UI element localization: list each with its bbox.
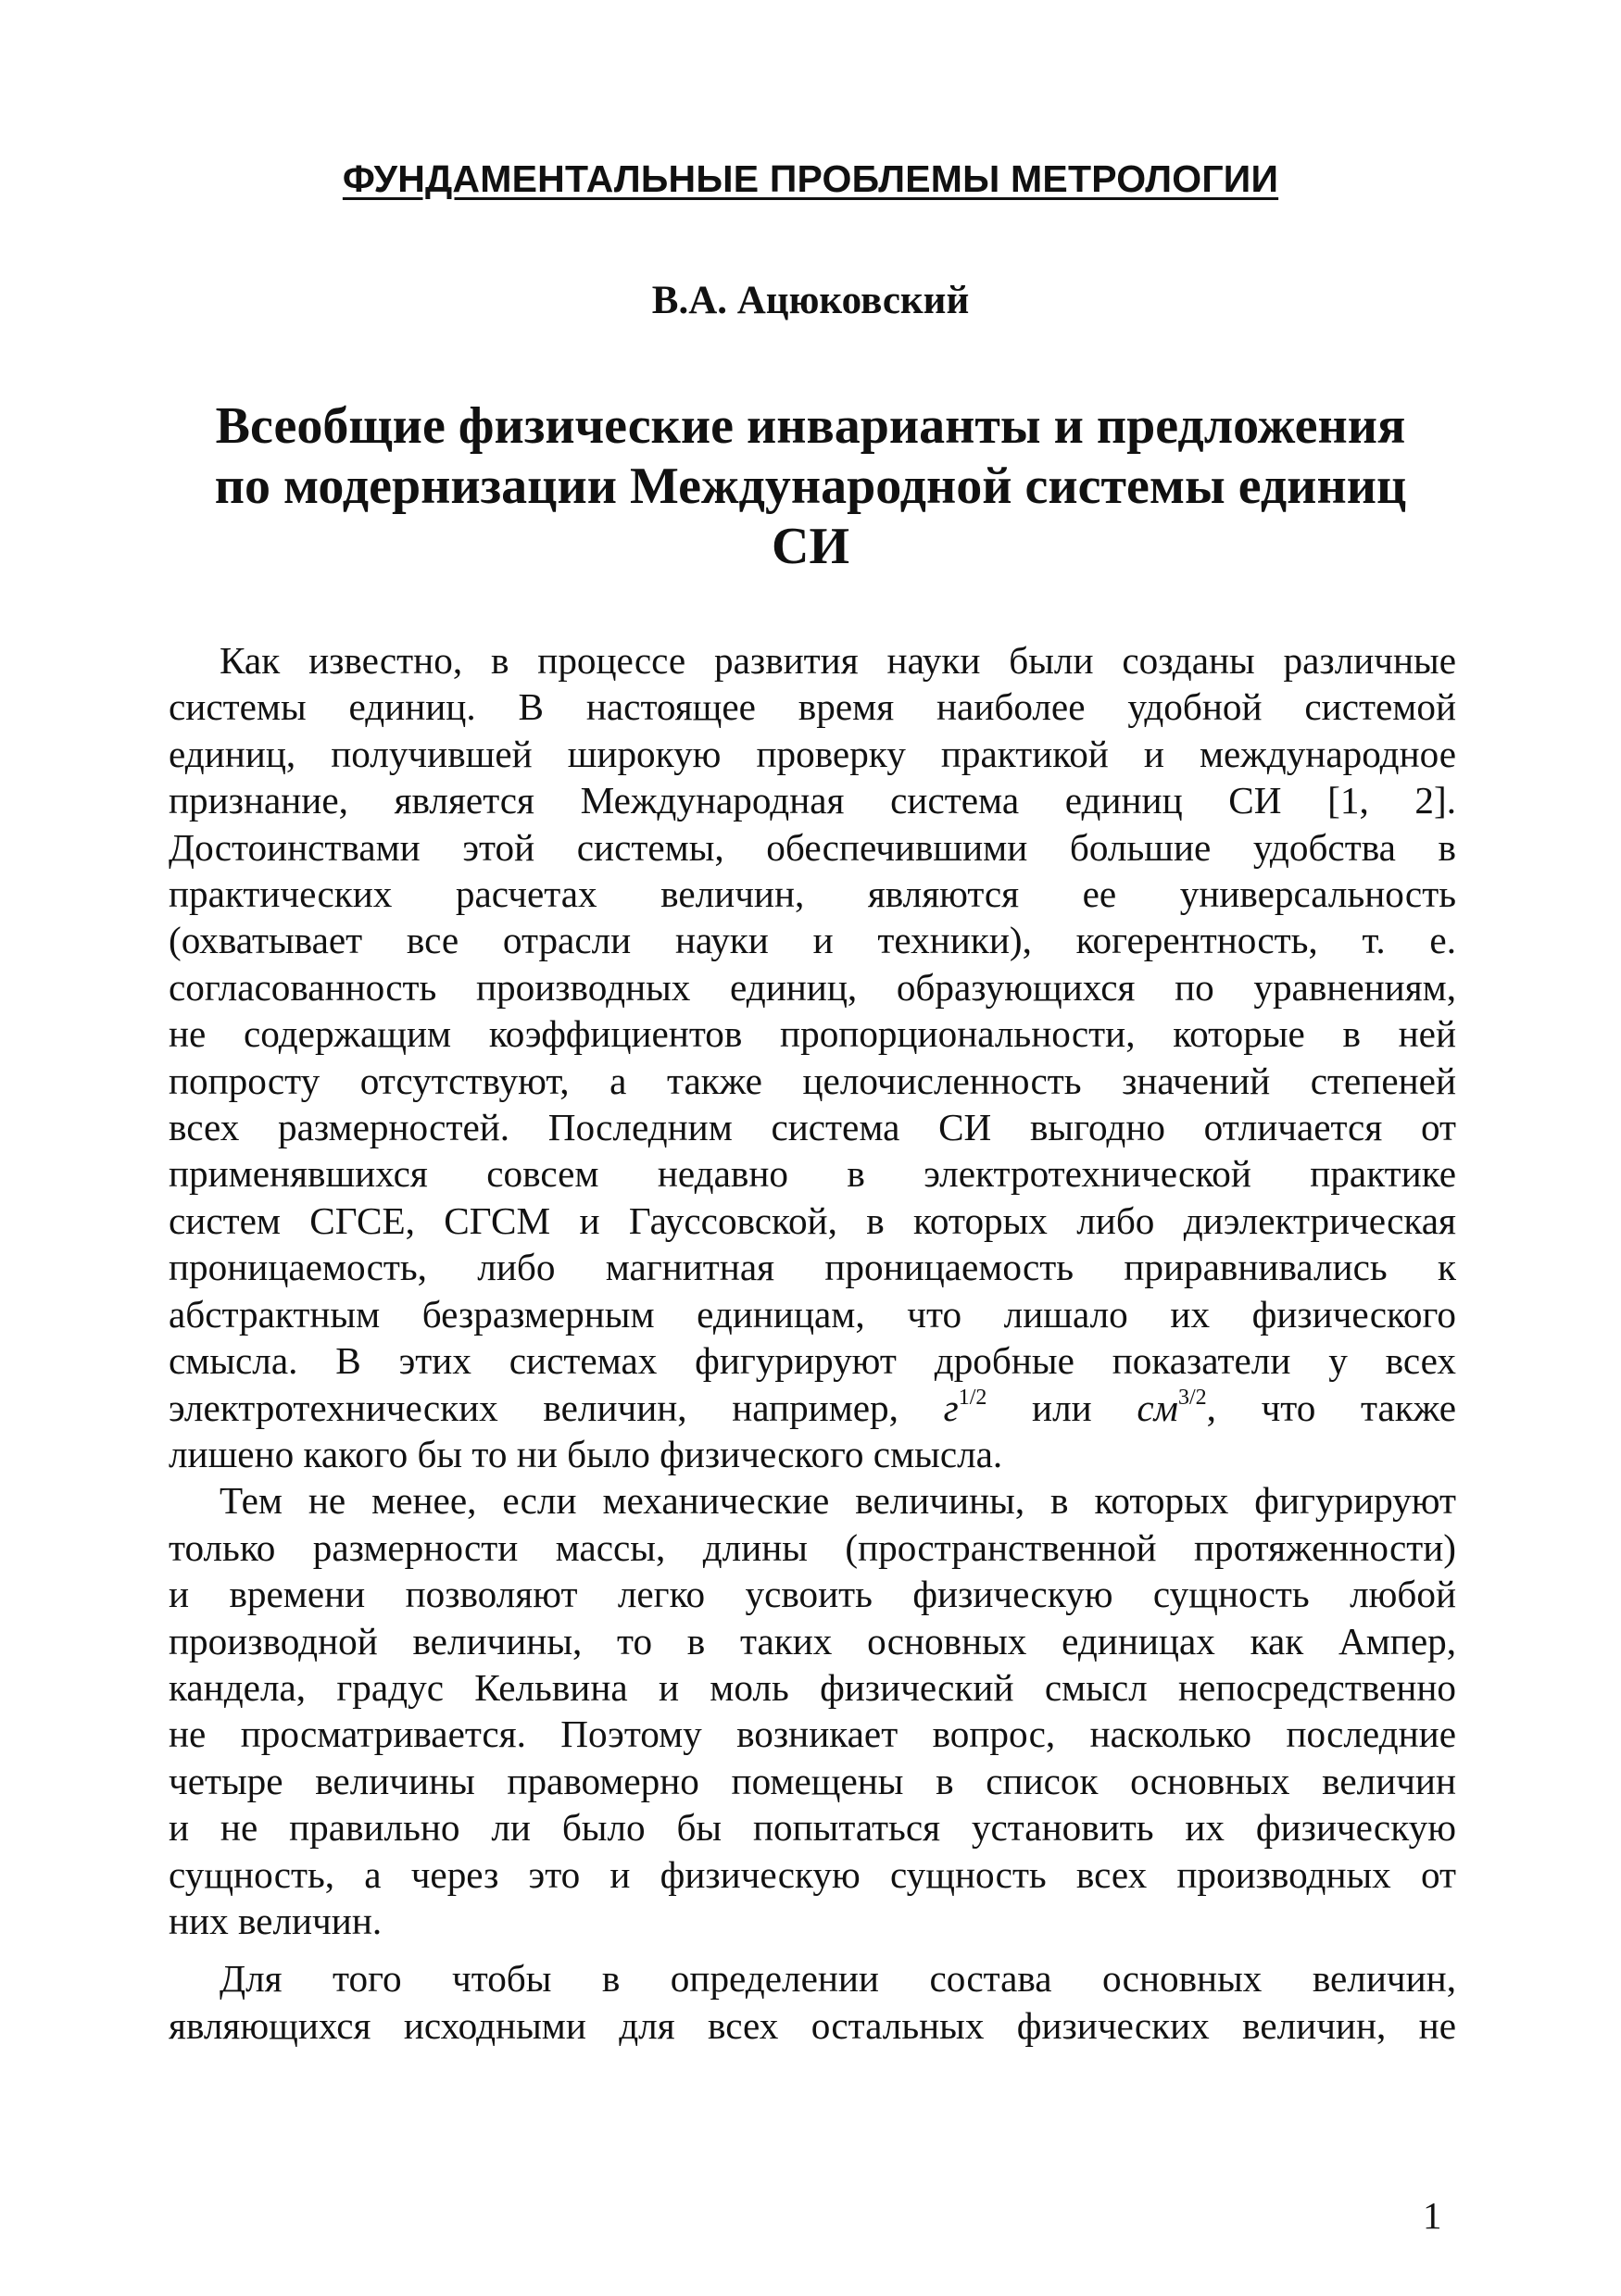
unit-centimeter: см: [1137, 1386, 1178, 1429]
unit-gram: г: [943, 1386, 959, 1429]
text-line: Тем не менее, если механические величины, в которых фигурируют: [220, 1479, 1456, 1523]
article-title-line: Всеобщие физические инварианты и предложения: [215, 397, 1406, 455]
text-line: них величин.: [169, 1899, 383, 1942]
text-line: четыре величины правомерно помещены в список основных величин: [169, 1759, 1456, 1802]
paragraph-1: [169, 637, 1456, 1477]
text-line: являющихся исходными для всех остальных физических величин, не: [169, 2003, 1456, 2047]
text-line: только размерности массы, длины (пространственной протяженности): [169, 1525, 1456, 1569]
text-line: абстрактным безразмерным единицам, что лишало их физического: [169, 1292, 1456, 1336]
text-line: Для того чтобы в определении состава основных величин,: [220, 1957, 1456, 2001]
text-line: не просматривается. Поэтому возникает вопрос, насколько последние: [169, 1713, 1456, 1756]
page-number: 1: [1423, 2194, 1442, 2237]
text-line: Достоинствами этой системы, обеспечившими большие удобства в: [169, 825, 1456, 869]
author-name: В.А. Ацюковский: [651, 279, 970, 322]
article-title-line: по модернизации Международной системы единиц: [214, 458, 1407, 515]
formula-text-after: , что также: [1206, 1386, 1456, 1429]
paragraph-2: [169, 1477, 1456, 1944]
text-line: применявшихся совсем недавно в электротехнической практике: [169, 1152, 1456, 1196]
text-line: систем СГСЕ, СГСМ и Гауссовской, в которых либо диэлектрическая: [169, 1198, 1456, 1242]
text-line: (охватывает все отрасли науки и техники), когерентность, т. е.: [169, 919, 1456, 962]
text-line: практических расчетах величин, являются ее универсальность: [169, 872, 1456, 916]
text-line: производной величины, то в таких основных единицах как Ампер,: [169, 1619, 1456, 1662]
formula-line: [169, 1385, 1456, 1431]
formula-text-middle: или: [1032, 1386, 1092, 1429]
text-line: согласованность производных единиц, образующихся по уравнениям,: [169, 965, 1456, 1009]
text-line: не содержащим коэффициентов пропорциональности, которые в ней: [169, 1012, 1456, 1056]
text-line: признание, является Международная система единиц СИ [1, 2].: [169, 779, 1456, 822]
text-line: сущность, а через это и физическую сущность всех производных от: [169, 1852, 1456, 1896]
text-line: Как известно, в процессе развития науки были созданы различные: [220, 639, 1456, 682]
paragraph-3: [169, 1955, 1456, 2049]
text-line: системы единиц. В настоящее время наиболее удобной системой: [169, 685, 1456, 729]
text-line: попросту отсутствуют, а также целочисленность значений степеней: [169, 1059, 1456, 1102]
exponent-three-halves: 3/2: [1177, 1385, 1207, 1410]
text-line: кандела, градус Кельвина и моль физический смысл непосредственно: [169, 1665, 1456, 1709]
formula-text-before: электротехнических величин, например,: [169, 1386, 898, 1429]
exponent-half: 1/2: [958, 1385, 987, 1410]
text-line: и времени позволяют легко усвоить физическую сущность любой: [169, 1573, 1456, 1616]
text-line: смысла. В этих системах фигурируют дробные показатели у всех: [169, 1339, 1456, 1383]
article-title: [167, 396, 1454, 577]
text-line: лишено какого бы то ни было физического смысла.: [169, 1432, 1003, 1475]
text-line: всех размерностей. Последним система СИ выгодно отличается от: [169, 1106, 1456, 1149]
text-line: проницаемость, либо магнитная проницаемость приравнивались к: [169, 1246, 1456, 1289]
text-line: единиц, получившей широкую проверку практикой и международное: [169, 732, 1456, 775]
article-title-line: СИ: [772, 518, 849, 575]
article-body: [169, 637, 1456, 2049]
section-heading: ФУНДАМЕНТАЛЬНЫЕ ПРОБЛЕМЫ МЕТРОЛОГИИ: [342, 157, 1279, 200]
text-line: и не правильно ли было бы попытаться установить их физическую: [169, 1806, 1456, 1850]
